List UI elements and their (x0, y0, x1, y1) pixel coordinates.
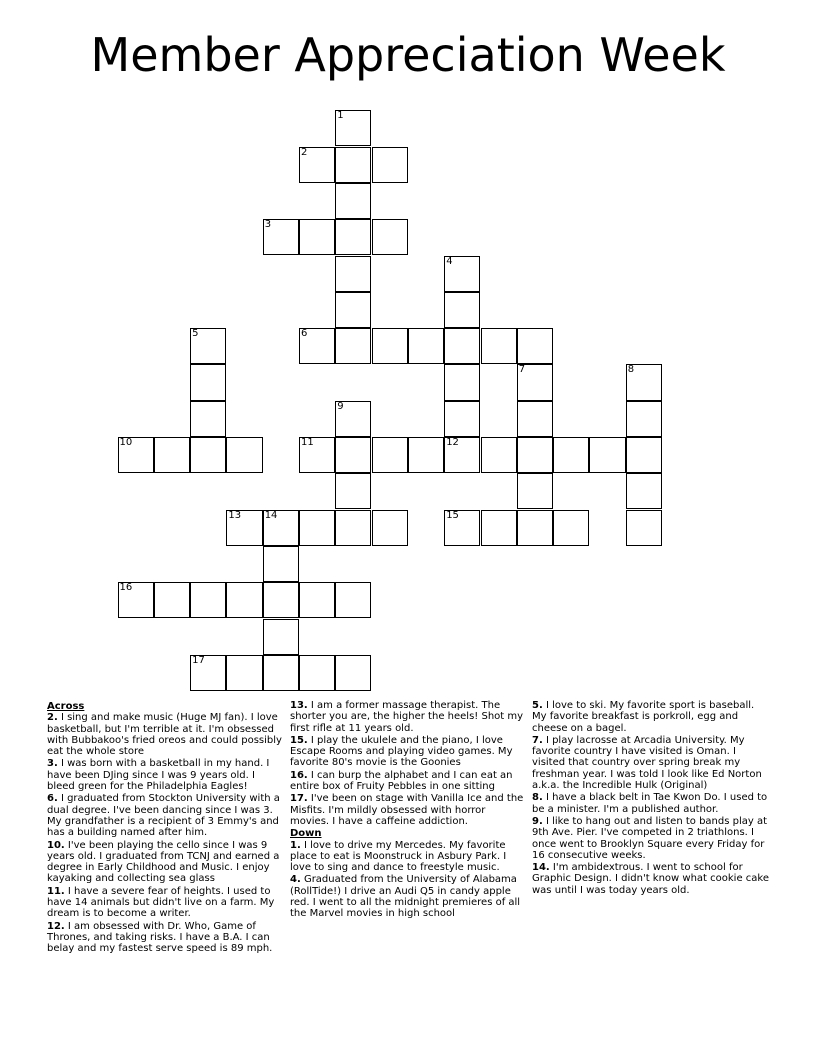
grid-cell[interactable] (335, 473, 371, 509)
grid-cell[interactable] (299, 328, 335, 364)
clue-down-9: 9. I like to hang out and listen to bands play at 9th Ave. Pier. I've competed in 2 triathlons. I once went to Brooklyn Square every Friday for 16 consecutive weeks. (532, 815, 768, 861)
grid-cell[interactable] (226, 582, 262, 618)
clues-column-1 (47, 700, 282, 956)
clue-number: 9 (337, 400, 344, 412)
grid-cell[interactable] (517, 510, 553, 546)
clue-across-12: 12. I am obsessed with Dr. Who, Game of Thrones, and taking risks. I have a B.A. I can belay and my fastest serve speed is 89 mph. (47, 920, 273, 955)
clue-down-5: 5. I love to ski. My favorite sport is baseball. My favorite breakfast is porkroll, egg and cheese on a bagel. (532, 700, 755, 734)
clue-across-13: 13. I am a former massage therapist. The shorter you are, the higher the heels! Shot my first rifle at 11 years old. (290, 700, 524, 734)
grid-cell[interactable] (190, 582, 226, 618)
grid-cell[interactable] (335, 401, 371, 437)
clue-number: 2 (301, 146, 308, 158)
grid-cell[interactable] (299, 655, 335, 691)
grid-cell[interactable] (589, 437, 625, 473)
clue-number: 13 (228, 509, 242, 521)
grid-cell[interactable] (335, 582, 371, 618)
grid-cell[interactable] (481, 437, 517, 473)
puzzle-title: Member Appreciation Week (90, 28, 726, 82)
clue-down-4: 4. Graduated from the University of Alabama (RollTide!) I drive an Audi Q5 in candy apple red. I went to all the midnight premieres of all the Marvel movies in high school (290, 874, 521, 920)
grid-cell[interactable] (263, 219, 299, 255)
clue-number: 6 (301, 328, 308, 340)
grid-cell[interactable] (299, 437, 335, 473)
clue-number: 8 (627, 364, 635, 376)
grid-cell[interactable] (517, 401, 553, 437)
grid-cell[interactable] (263, 655, 299, 691)
grid-cell[interactable] (626, 473, 662, 509)
grid-cell[interactable] (517, 328, 553, 364)
grid-cell[interactable] (517, 364, 553, 400)
grid-cell[interactable] (335, 437, 371, 473)
grid-cell[interactable] (372, 328, 408, 364)
clue-number: 16 (119, 582, 133, 594)
grid-cell[interactable] (154, 582, 190, 618)
clue-down-1: 1. I love to drive my Mercedes. My favorite place to eat is Moonstruck in Asbury Park. I love to sing and dance to freestyle music. (290, 839, 507, 874)
grid-cell[interactable] (444, 401, 480, 437)
clues-column-2 (290, 700, 525, 921)
grid-cell[interactable] (263, 546, 299, 582)
grid-cell[interactable] (444, 256, 480, 292)
grid-cell[interactable] (190, 655, 226, 691)
across-heading: Across (47, 701, 85, 712)
grid-cell[interactable] (335, 510, 371, 546)
clue-number: 4 (446, 255, 453, 267)
grid-cell[interactable] (553, 510, 589, 546)
grid-cell[interactable] (553, 437, 589, 473)
clues-column-3 (532, 700, 770, 897)
grid-cell[interactable] (263, 510, 299, 546)
clue-number: 14 (264, 509, 278, 521)
clue-across-16: 16. I can burp the alphabet and I can eat an entire box of Fruity Pebbles in one sitting (290, 769, 513, 793)
grid-cell[interactable] (226, 437, 262, 473)
grid-cell[interactable] (444, 328, 480, 364)
clue-number: 10 (119, 437, 133, 448)
down-heading: Down (290, 828, 322, 840)
grid-cell[interactable] (335, 256, 371, 292)
clue-across-10: 10. I've been playing the cello since I was 9 years old. I graduated from TCNJ and earned a degree in Early Childhood and Music. I enjoy kayaking and collecting sea glass (47, 839, 280, 885)
grid-cell[interactable] (408, 437, 444, 473)
grid-cell[interactable] (335, 110, 371, 146)
grid-cell[interactable] (118, 582, 154, 618)
grid-cell[interactable] (335, 147, 371, 183)
grid-cell[interactable] (372, 147, 408, 183)
grid-cell[interactable] (335, 219, 371, 255)
grid-cell[interactable] (263, 582, 299, 618)
clue-number: 15 (446, 509, 459, 521)
grid-cell[interactable] (335, 655, 371, 691)
grid-cell[interactable] (154, 437, 190, 473)
grid-cell[interactable] (444, 292, 480, 328)
grid-cell[interactable] (299, 147, 335, 183)
grid-cell[interactable] (226, 655, 262, 691)
grid-cell[interactable] (481, 510, 517, 546)
grid-cell[interactable] (626, 510, 662, 546)
grid-cell[interactable] (299, 582, 335, 618)
clue-down-8: 8. I have a black belt in Tae Kwon Do. I used to be a minister. I'm a published author. (532, 792, 768, 815)
grid-cell[interactable] (190, 364, 226, 400)
grid-cell[interactable] (408, 328, 444, 364)
grid-cell[interactable] (481, 328, 517, 364)
clue-down-7: 7. I play lacrosse at Arcadia University. My favorite country I have visited is Oman. I visited that country over spring break my freshman year. I was told I look like Ed Norton a.k.a. the Incredible Hulk (Original) (532, 734, 762, 792)
grid-cell[interactable] (372, 510, 408, 546)
clue-number: 7 (518, 364, 526, 376)
grid-cell[interactable] (372, 437, 408, 473)
grid-cell[interactable] (626, 437, 662, 473)
grid-cell[interactable] (444, 437, 480, 473)
grid-cell[interactable] (263, 619, 299, 655)
clue-number: 5 (192, 328, 199, 340)
grid-cell[interactable] (226, 510, 262, 546)
grid-cell[interactable] (335, 292, 371, 328)
clue-across-2: 2. I sing and make music (Huge MJ fan). I love basketball, but I'm terrible at it. I'm obsessed with Bubbakoo's fried oreos and could possibly eat the whole store (47, 712, 282, 758)
grid-cell[interactable] (444, 510, 480, 546)
grid-cell[interactable] (118, 437, 154, 473)
grid-cell[interactable] (335, 328, 371, 364)
clue-down-14: 14. I'm ambidextrous. I went to school for Graphic Design. I didn't know what cookie cake was until I was today years old. (532, 862, 769, 896)
clue-number: 12 (446, 437, 459, 448)
grid-cell[interactable] (190, 328, 226, 364)
clue-across-3: 3. I was born with a basketball in my hand. I have been DJing since I was 9 years old. I bleed green for the Philadelphia Eagles! (47, 758, 270, 793)
clue-number: 17 (192, 654, 205, 666)
grid-cell[interactable] (626, 401, 662, 437)
clue-number: 1 (337, 110, 344, 122)
grid-cell[interactable] (190, 401, 226, 437)
grid-cell[interactable] (444, 364, 480, 400)
grid-cell[interactable] (517, 437, 553, 473)
clue-across-11: 11. I have a severe fear of heights. I used to have 14 animals but didn't live on a farm. My dream is to become a writer. (47, 885, 275, 920)
grid-cell[interactable] (335, 183, 371, 219)
clue-across-17: 17. I've been on stage with Vanilla Ice and the Misfits. I'm mildly obsessed with horror movies. I have a caffeine addiction. (290, 793, 524, 827)
clue-number: 3 (264, 219, 272, 231)
grid-cell[interactable] (299, 510, 335, 546)
clue-across-6: 6. I graduated from Stockton University with a dual degree. I've been dancing since I was 3. My grandfather is a recipient of 3 Emmy's and has a building named after him. (47, 793, 280, 839)
grid-cell[interactable] (299, 219, 335, 255)
grid-cell[interactable] (190, 437, 226, 473)
grid-cell[interactable] (517, 473, 553, 509)
clue-across-15: 15. I play the ukulele and the piano, I love Escape Rooms and playing video games. My favorite 80's movie is the Goonies (290, 734, 513, 769)
clue-number: 11 (301, 437, 314, 448)
grid-cell[interactable] (372, 219, 408, 255)
grid-cell[interactable] (626, 364, 662, 400)
